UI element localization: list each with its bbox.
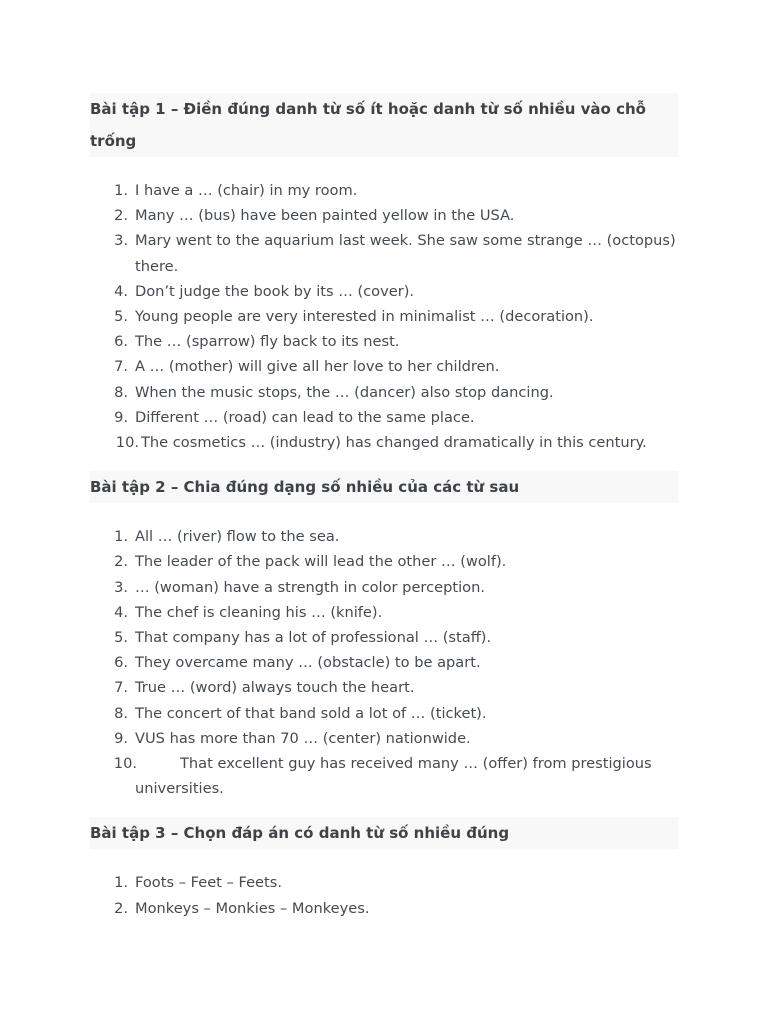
- item-number: 1.: [114, 528, 128, 546]
- list-item: [90, 304, 678, 329]
- section-2-heading: Bài tập 2 – Chia đúng dạng số nhiều của các từ sau: [90, 471, 678, 503]
- item-number: 1.: [114, 182, 128, 199]
- list-item: [90, 405, 678, 430]
- item-number: 2.: [114, 899, 128, 917]
- list-item: [90, 726, 678, 751]
- item-text: That company has a lot of professional … (staff).: [135, 629, 492, 647]
- item-text: VUS has more than 70 … (center) nationwide.: [135, 729, 471, 747]
- exercise-document: [90, 93, 678, 921]
- item-number: 3.: [114, 578, 128, 596]
- item-number: 8.: [114, 704, 128, 722]
- item-number: 2.: [114, 207, 128, 225]
- item-text: Different … (road) can lead to the same place.: [135, 408, 475, 426]
- section-3-list: [90, 870, 678, 920]
- list-item: [90, 650, 678, 675]
- list-item: [90, 600, 678, 625]
- list-item: [90, 354, 678, 379]
- list-item: [90, 524, 678, 549]
- list-item: [90, 701, 678, 726]
- list-item: [90, 675, 678, 700]
- item-number: 10.: [113, 755, 137, 773]
- item-text: A … (mother) will give all her love to her children.: [135, 358, 500, 376]
- item-number: 3.: [114, 232, 128, 250]
- item-text: Monkeys – Monkies – Monkeyes.: [135, 899, 370, 917]
- item-text: Don’t judge the book by its … (cover).: [135, 282, 415, 300]
- section-2-list: [90, 524, 678, 801]
- list-item: [90, 380, 678, 405]
- item-number: 8.: [114, 383, 128, 401]
- item-number: 6.: [114, 654, 128, 672]
- item-text: I have a … (chair) in my room.: [135, 182, 358, 199]
- list-item: [90, 549, 678, 574]
- item-number: 10.: [115, 434, 139, 452]
- list-item: [90, 279, 678, 304]
- item-number: 5.: [114, 308, 128, 326]
- item-number: 4.: [114, 603, 128, 621]
- list-item: [90, 228, 678, 278]
- section-1-list: [90, 178, 678, 455]
- item-text: Mary went to the aquarium last week. She saw some strange … (octopus) there.: [135, 232, 676, 275]
- item-text: The cosmetics … (industry) has changed dramatically in this century.: [141, 434, 647, 452]
- list-item: [90, 751, 678, 801]
- section-3-heading: Bài tập 3 – Chọn đáp án có danh từ số nhiều đúng: [90, 817, 678, 849]
- item-text: The leader of the pack will lead the other … (wolf).: [135, 553, 507, 571]
- list-item: [90, 430, 678, 455]
- item-number: 7.: [114, 358, 128, 376]
- list-item: [90, 575, 678, 600]
- item-text: The chef is cleaning his … (knife).: [135, 603, 383, 621]
- item-number: 6.: [114, 333, 128, 351]
- item-text: True … (word) always touch the heart.: [135, 679, 415, 697]
- item-number: 2.: [114, 553, 128, 571]
- list-item: [90, 329, 678, 354]
- item-text: When the music stops, the … (dancer) also stop dancing.: [135, 383, 554, 401]
- item-number: 5.: [114, 629, 128, 647]
- list-item: [90, 896, 678, 921]
- item-number: 1.: [114, 874, 128, 892]
- item-text: The … (sparrow) fly back to its nest.: [135, 333, 400, 351]
- item-number: 9.: [114, 408, 128, 426]
- list-item: [90, 203, 678, 228]
- item-number: 9.: [114, 729, 128, 747]
- item-text: All … (river) flow to the sea.: [135, 528, 340, 546]
- item-text: The concert of that band sold a lot of … (ticket).: [135, 704, 487, 722]
- list-item: [90, 870, 678, 895]
- list-item: [90, 625, 678, 650]
- item-text: Young people are very interested in minimalist … (decoration).: [135, 308, 594, 326]
- list-item: [90, 178, 678, 203]
- item-number: 7.: [114, 679, 128, 697]
- item-number: 4.: [114, 282, 128, 300]
- item-text: Foots – Feet – Feets.: [135, 874, 282, 892]
- item-text: They overcame many … (obstacle) to be apart.: [135, 654, 481, 672]
- section-1-heading: Bài tập 1 – Điền đúng danh từ số ít hoặc danh từ số nhiều vào chỗ trống: [90, 93, 678, 157]
- item-text: … (woman) have a strength in color perception.: [135, 578, 485, 596]
- item-text: That excellent guy has received many … (offer) from prestigious universities.: [135, 755, 652, 798]
- item-text: Many … (bus) have been painted yellow in the USA.: [135, 207, 515, 225]
